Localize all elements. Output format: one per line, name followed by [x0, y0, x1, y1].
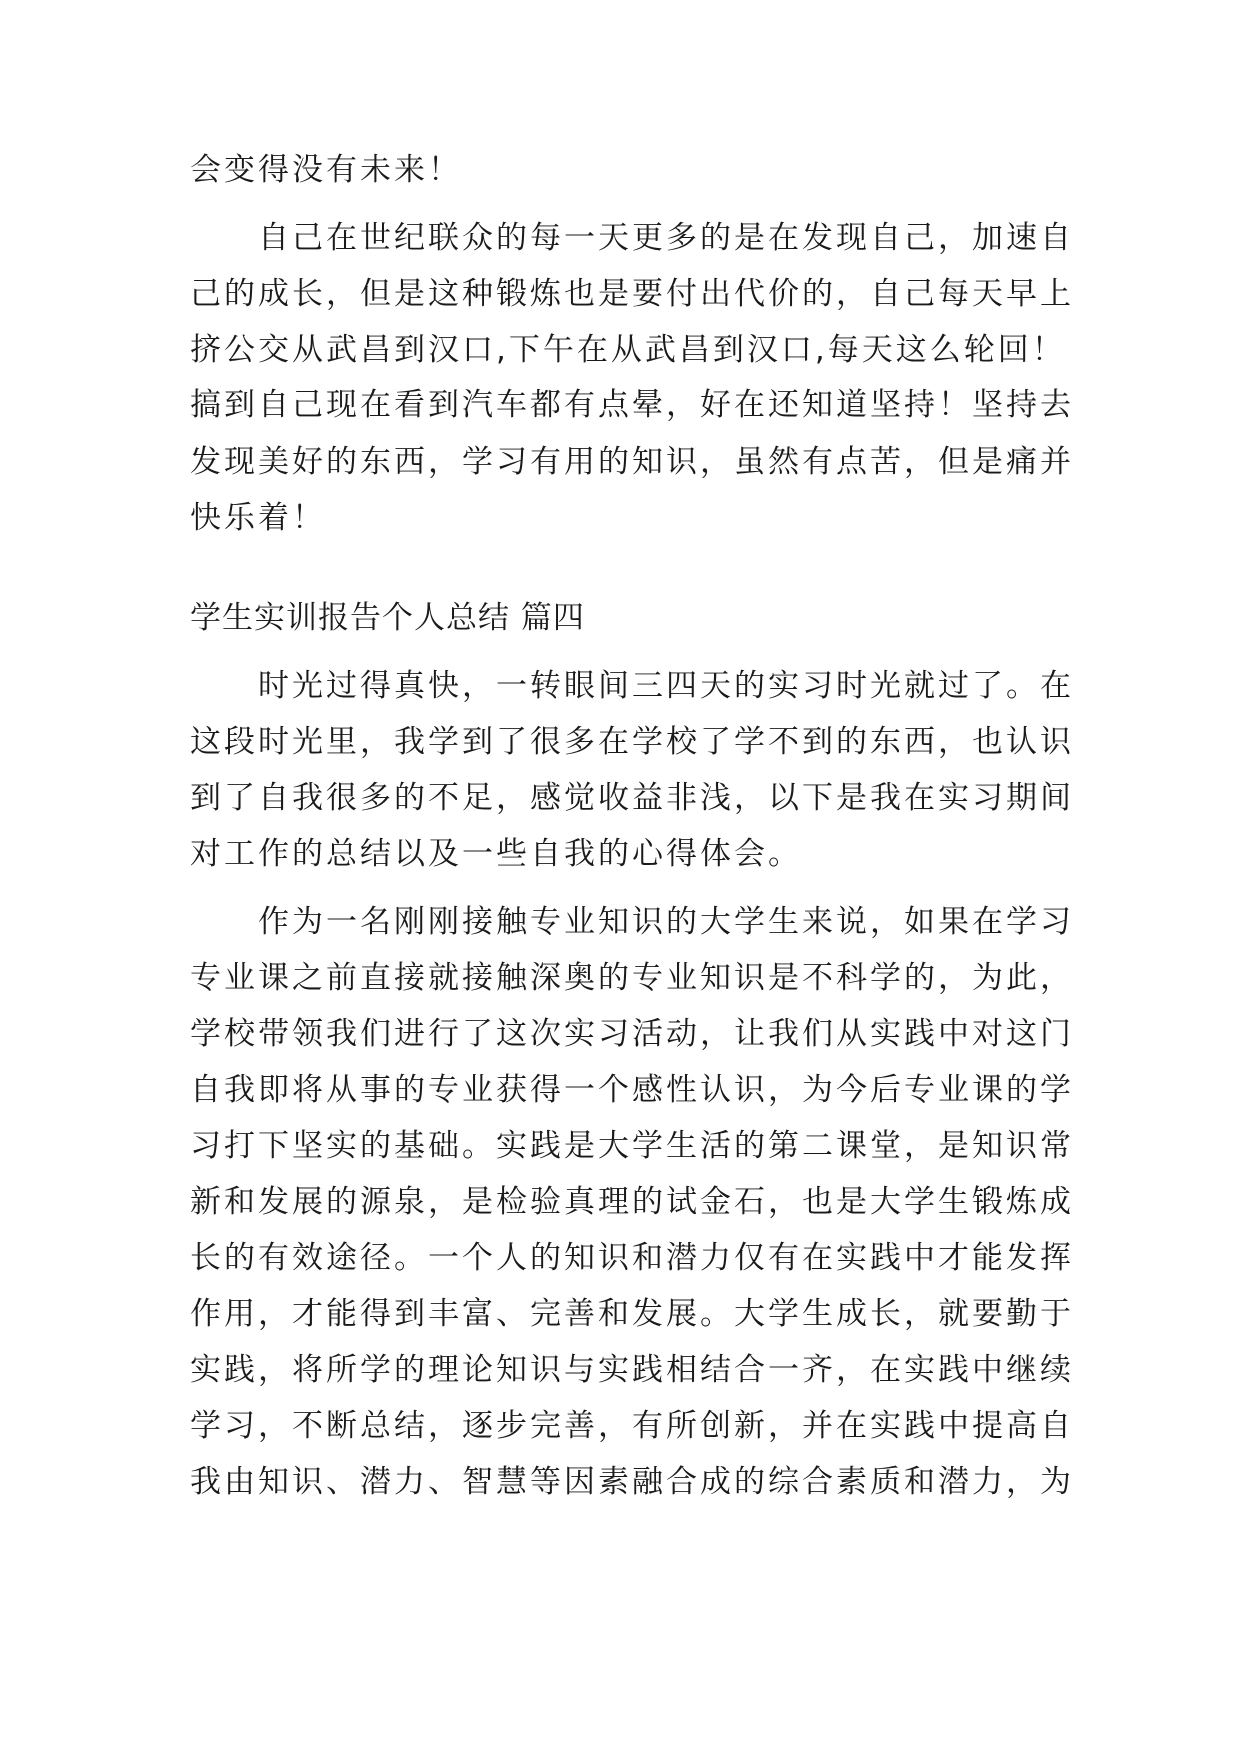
paragraph-line: 学习，不断总结，逐步完善，有所创新，并在实践中提高自 — [190, 1408, 1074, 1444]
paragraph-line: 长的有效途径。一个人的知识和潜力仅有在实践中才能发挥 — [190, 1240, 1074, 1276]
paragraph-line: 挤公交从武昌到汉口,下午在从武昌到汉口,每天这么轮回！ — [190, 332, 1066, 368]
paragraph-line: 快乐着！ — [190, 500, 326, 536]
paragraph-line: 时光过得真快，一转眼间三四天的实习时光就过了。在 — [258, 668, 1074, 704]
paragraph-line: 我由知识、潜力、智慧等因素融合成的综合素质和潜力，为 — [190, 1464, 1074, 1500]
paragraph-line: 作用，才能得到丰富、完善和发展。大学生成长，就要勤于 — [190, 1296, 1074, 1332]
paragraph-line: 实践，将所学的理论知识与实践相结合一齐，在实践中继续 — [190, 1352, 1074, 1388]
paragraph-line: 新和发展的源泉，是检验真理的试金石，也是大学生锻炼成 — [190, 1184, 1074, 1220]
paragraph-line: 作为一名刚刚接触专业知识的大学生来说，如果在学习 — [258, 904, 1074, 940]
paragraph-line: 自己在世纪联众的每一天更多的是在发现自己，加速自 — [258, 220, 1074, 256]
paragraph-line: 搞到自己现在看到汽车都有点晕，好在还知道坚持！坚持去 — [190, 387, 1074, 423]
paragraph-line: 到了自我很多的不足，感觉收益非浅，以下是我在实习期间 — [190, 780, 1074, 816]
paragraph-line: 对工作的总结以及一些自我的心得体会。 — [190, 836, 802, 872]
paragraph-line: 这段时光里，我学到了很多在学校了学不到的东西，也认识 — [190, 724, 1074, 760]
paragraph-line: 己的成长，但是这种锻炼也是要付出代价的，自己每天早上 — [190, 276, 1074, 312]
paragraph-line: 会变得没有未来！ — [190, 152, 462, 188]
paragraph-line: 专业课之前直接就接触深奥的专业知识是不科学的，为此， — [190, 960, 1074, 996]
section-heading: 学生实训报告个人总结 篇四 — [190, 600, 585, 636]
paragraph-line: 发现美好的东西，学习有用的知识，虽然有点苦，但是痛并 — [190, 444, 1074, 480]
paragraph-line: 习打下坚实的基础。实践是大学生活的第二课堂，是知识常 — [190, 1128, 1074, 1164]
paragraph-line: 自我即将从事的专业获得一个感性认识，为今后专业课的学 — [190, 1072, 1074, 1108]
paragraph-line: 学校带领我们进行了这次实习活动，让我们从实践中对这门 — [190, 1016, 1074, 1052]
